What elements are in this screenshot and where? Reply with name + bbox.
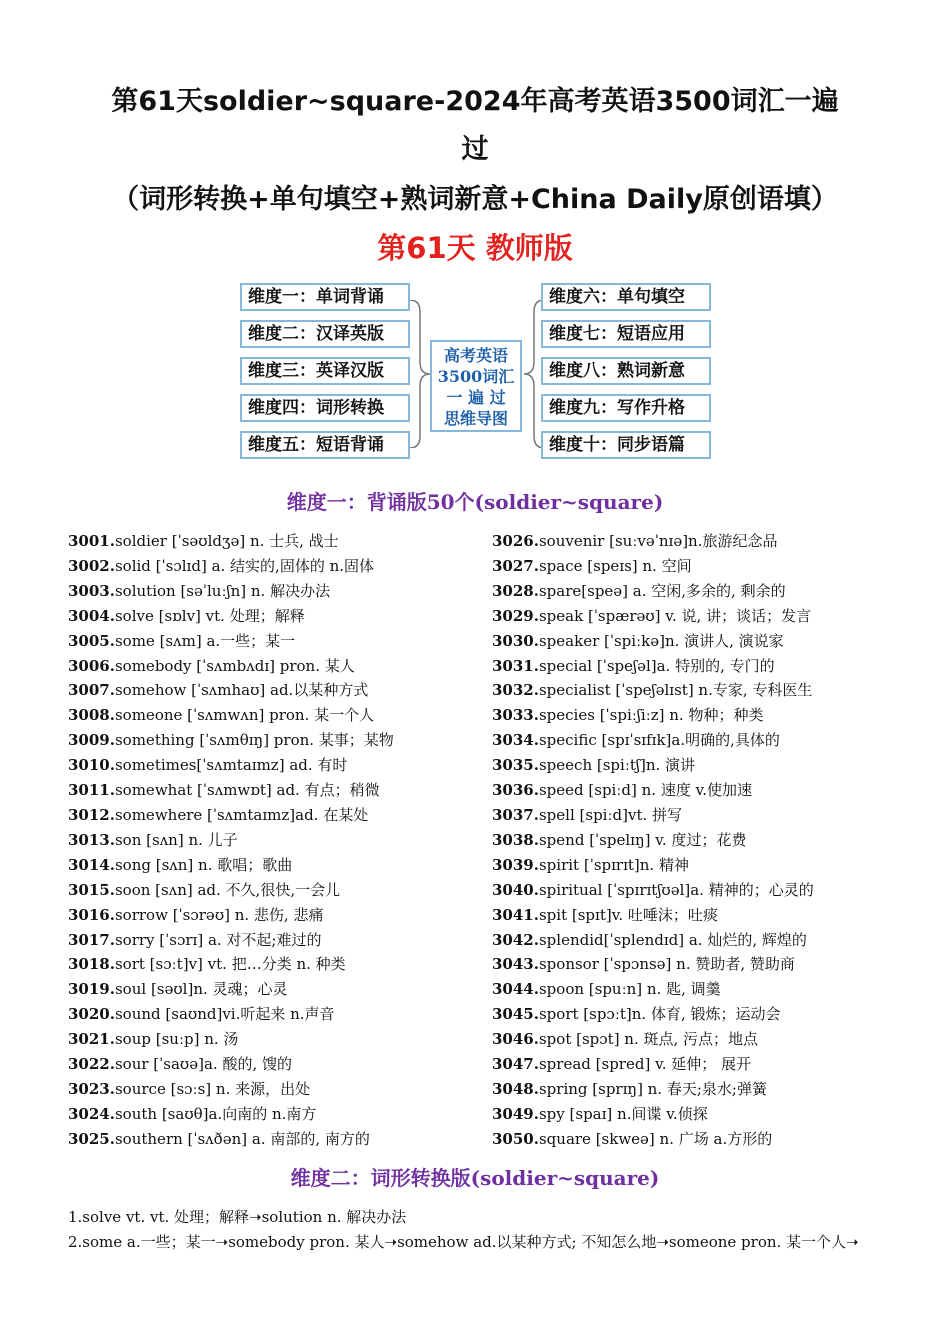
word-entry: [68, 1127, 498, 1152]
word-entry: [492, 1027, 922, 1052]
word-number: 3004.: [68, 606, 115, 625]
word-entry: [68, 678, 498, 703]
word-entry: [492, 928, 922, 953]
word-definition: sound [saʊnd]vi.听起来 n.声音: [114, 1005, 335, 1024]
word-number: 3022.: [68, 1055, 115, 1074]
word-entry: [492, 853, 922, 878]
word-definition: somebody [ˈsʌmbʌdɪ] pron. 某人: [114, 656, 355, 675]
word-definition: song [sʌn] n. 歌唱；歌曲: [114, 855, 293, 874]
word-number: 3037.: [492, 805, 539, 824]
word-definition: sponsor [ˈspɔnsə] n. 赞助者, 赞助商: [538, 955, 795, 974]
word-entry: [68, 604, 498, 629]
word-definition: source [sɔːs] n. 来源，出处: [114, 1079, 311, 1098]
mindmap-left-item: 维度四：词形转换: [240, 394, 410, 422]
word-entry: [68, 778, 498, 803]
word-number: 3020.: [68, 1005, 115, 1024]
word-number: 3013.: [68, 830, 115, 849]
edition-title: 第61天 教师版: [377, 231, 573, 265]
word-number: 3019.: [68, 980, 115, 999]
word-definition: spell [spiːd]vt. 拼写: [538, 805, 683, 824]
word-definition: someone [ˈsʌmwʌn] pron. 某一个人: [114, 706, 375, 725]
word-entry: [492, 678, 922, 703]
word-definition: soon [sʌn] ad. 不久,很快,一会儿: [114, 880, 341, 899]
word-definition: south [saʊθ]a.向南的 n.南方: [114, 1104, 317, 1123]
word-number: 3030.: [492, 631, 539, 650]
word-number: 3035.: [492, 756, 539, 775]
mindmap-left-item: 维度三：英译汉版: [240, 357, 410, 385]
word-number: 3001.: [68, 532, 115, 550]
word-definition: speed [spiːd] n. 速度 v.使加速: [538, 781, 753, 800]
word-number: 3033.: [492, 706, 539, 725]
center-line: 思维导图: [443, 409, 508, 428]
word-entry: [68, 803, 498, 828]
word-definition: soup [suːp] n. 汤: [114, 1030, 239, 1049]
word-entry: [68, 977, 498, 1002]
word-entry: [68, 753, 498, 778]
word-entry: [492, 1102, 922, 1127]
word-number: 3018.: [68, 955, 115, 974]
word-definition: spy [spaɪ] n.间谍 v.侦探: [538, 1104, 708, 1123]
word-definition: son [sʌn] n. 儿子: [114, 830, 238, 849]
word-number: 3016.: [68, 905, 115, 924]
word-definition: sour [ˈsaʊə]a. 酸的, 馊的: [114, 1055, 292, 1074]
word-entry: [492, 903, 922, 928]
word-definition: somewhat [ˈsʌmwɒt] ad. 有点；稍微: [114, 781, 380, 800]
word-entry: [68, 1102, 498, 1127]
word-entry: [68, 654, 498, 679]
word-definition: solve [sɒlv] vt. 处理；解释: [114, 606, 305, 625]
word-entry: [68, 853, 498, 878]
word-number: 3026.: [492, 532, 539, 550]
word-number: 3023.: [68, 1079, 115, 1098]
word-number: 3014.: [68, 855, 115, 874]
word-entry: [68, 1002, 498, 1027]
section-heading-word-forms: 维度二：词形转换版(soldier~square): [290, 1166, 660, 1190]
word-number: 3040.: [492, 880, 539, 899]
word-number: 3050.: [492, 1129, 539, 1148]
word-entry: [492, 977, 922, 1002]
word-number: 3007.: [68, 681, 115, 700]
word-number: 3005.: [68, 631, 115, 650]
word-number: 3027.: [492, 556, 539, 575]
word-definition: spiritual [ˈspɪrɪtʃʊəl]a. 精神的；心灵的: [538, 880, 814, 899]
word-number: 3049.: [492, 1104, 539, 1123]
word-definition: splendid[ˈsplendɪd] a. 灿烂的, 辉煌的: [538, 930, 807, 949]
document-subtitle: （词形转换+单句填空+熟词新意+China Daily原创语填）: [112, 184, 838, 215]
document-title-line-1: 第61天soldier~square-2024年高考英语3500词汇一遍: [111, 86, 839, 117]
section-heading-recitation: 维度一：背诵版50个(soldier~square): [286, 490, 664, 514]
word-number: 3032.: [492, 681, 539, 700]
word-definition: specific [spɪˈsɪfɪk]a.明确的,具体的: [538, 731, 780, 750]
word-definition: sometimes[ˈsʌmtaɪmz] ad. 有时: [114, 756, 348, 775]
word-number: 3010.: [68, 756, 115, 775]
word-entry: [68, 903, 498, 928]
mindmap-right-item: 维度七：短语应用: [541, 320, 711, 348]
mindmap-right-item: 维度九：写作升格: [541, 394, 711, 422]
word-entry: [492, 878, 922, 903]
word-entry: [492, 703, 922, 728]
word-entry: [492, 529, 922, 554]
word-list-left: [68, 529, 498, 1152]
word-number: 3041.: [492, 905, 539, 924]
word-number: 3024.: [68, 1104, 115, 1123]
word-number: 3009.: [68, 731, 115, 750]
word-entry: [492, 629, 922, 654]
word-entry: [68, 878, 498, 903]
document-title-line-2: 过: [461, 134, 489, 165]
word-definition: spirit [ˈspɪrɪt]n. 精神: [538, 855, 689, 874]
word-definition: special [ˈspeʃəl]a. 特别的, 专门的: [538, 656, 775, 675]
word-number: 3039.: [492, 855, 539, 874]
word-definition: southern [ˈsʌðən] a. 南部的, 南方的: [114, 1129, 370, 1148]
word-number: 3008.: [68, 706, 115, 725]
word-number: 3046.: [492, 1030, 539, 1049]
word-definition: some [sʌm] a.一些；某一: [114, 631, 296, 650]
word-number: 3002.: [68, 556, 115, 575]
word-number: 3038.: [492, 830, 539, 849]
word-entry: [492, 579, 922, 604]
word-entry: [492, 1052, 922, 1077]
word-number: 3031.: [492, 656, 539, 675]
word-definition: spend [ˈspelɪŋ] v. 度过；花费: [538, 830, 747, 849]
center-line: 高考英语: [443, 346, 508, 365]
mindmap-left-item: 维度一：单词背诵: [240, 283, 410, 311]
word-definition: solution [səˈluːʃn] n. 解决办法: [114, 581, 331, 600]
word-entry: [492, 828, 922, 853]
word-entry: [492, 654, 922, 679]
mindmap-left-item: 维度五：短语背诵: [240, 431, 410, 459]
word-number: 3012.: [68, 805, 115, 824]
word-entry: [492, 952, 922, 977]
word-number: 3044.: [492, 980, 539, 999]
mindmap-right-item: 维度八：熟词新意: [541, 357, 711, 385]
word-entry: [68, 579, 498, 604]
word-definition: spit [spɪt]v. 吐唾沫；吐痰: [538, 905, 718, 924]
word-definition: square [skweə] n. 广场 a.方形的: [538, 1129, 773, 1148]
word-definition: specialist [ˈspeʃəlɪst] n.专家, 专科医生: [538, 681, 813, 700]
word-definition: species [ˈspiːʃiːz] n. 物种；种类: [538, 706, 764, 725]
mindmap-right-item: 维度十：同步语篇: [541, 431, 711, 459]
word-number: 3021.: [68, 1030, 115, 1049]
word-entry: [68, 728, 498, 753]
word-definition: sorrow [ˈsɔrəʊ] n. 悲伤, 悲痛: [114, 905, 324, 924]
word-entry: [492, 1002, 922, 1027]
word-definition: spoon [spuːn] n. 匙, 调羹: [538, 980, 721, 999]
center-line: 一 遍 过: [446, 388, 506, 407]
word-definition: souvenir [suːvəˈnɪə]n.旅游纪念品: [538, 532, 778, 550]
word-entry: [68, 1052, 498, 1077]
mindmap-center-node: [430, 340, 522, 432]
word-number: 3006.: [68, 656, 115, 675]
word-entry: [492, 753, 922, 778]
word-definition: sort [sɔːt]v] vt. 把…分类 n. 种类: [114, 955, 346, 974]
word-definition: spread [spred] v. 延伸； 展开: [538, 1055, 752, 1074]
word-number: 3045.: [492, 1005, 539, 1024]
word-definition: soldier [ˈsəʊldʒə] n. 士兵, 战士: [114, 532, 339, 550]
word-number: 3028.: [492, 581, 539, 600]
word-number: 3011.: [68, 781, 115, 800]
word-definition: soul [səʊl]n. 灵魂；心灵: [114, 980, 288, 999]
word-entry: [492, 1127, 922, 1152]
word-entry: [68, 828, 498, 853]
word-definition: solid [ˈsɔlɪd] a. 结实的,固体的 n.固体: [114, 556, 375, 575]
word-number: 3017.: [68, 930, 115, 949]
mind-map: [0, 280, 950, 465]
word-entry: [68, 529, 498, 554]
conversion-item: 2.some a.一些；某一➝somebody pron. 某人➝somehow ad.以某种方式; 不知怎么地➝someone pron. 某一个人➝: [68, 1233, 859, 1251]
word-definition: speak [ˈspærəʊ] v. 说, 讲；谈话；发言: [538, 606, 812, 625]
conversion-item: 1.solve vt. vt. 处理；解释➝solution n. 解决办法: [68, 1208, 407, 1226]
word-entry: [68, 554, 498, 579]
word-definition: space [speɪs] n. 空间: [538, 556, 692, 575]
word-definition: something [ˈsʌmθɪŋ] pron. 某事；某物: [114, 731, 394, 750]
word-entry: [492, 778, 922, 803]
word-entry: [68, 952, 498, 977]
word-entry: [68, 703, 498, 728]
word-number: 3036.: [492, 781, 539, 800]
center-line: 3500词汇: [437, 367, 515, 386]
word-definition: sorry [ˈsɔrɪ] a. 对不起;难过的: [114, 930, 322, 949]
word-number: 3047.: [492, 1055, 539, 1074]
word-list-right: [492, 529, 922, 1152]
word-definition: spring [sprɪŋ] n. 春天;泉水;弹簧: [538, 1079, 767, 1098]
word-definition: speaker [ˈspiːkə]n. 演讲人, 演说家: [538, 631, 784, 650]
word-entry: [492, 1077, 922, 1102]
word-definition: somewhere [ˈsʌmtaɪmz]ad. 在某处: [114, 805, 369, 824]
word-number: 3034.: [492, 731, 539, 750]
word-definition: spot [spɔt] n. 斑点, 污点；地点: [538, 1030, 759, 1049]
word-entry: [492, 803, 922, 828]
word-entry: [492, 728, 922, 753]
mindmap-left-item: 维度二：汉译英版: [240, 320, 410, 348]
word-number: 3015.: [68, 880, 115, 899]
mindmap-right-item: 维度六：单句填空: [541, 283, 711, 311]
word-entry: [68, 629, 498, 654]
word-definition: speech [spiːtʃ]n. 演讲: [538, 756, 696, 775]
word-definition: spare[speə] a. 空闲,多余的, 剩余的: [538, 581, 786, 600]
word-definition: sport [spɔːt]n. 体育, 锻炼；运动会: [538, 1005, 781, 1024]
word-number: 3042.: [492, 930, 539, 949]
word-definition: somehow [ˈsʌmhaʊ] ad.以某种方式: [114, 681, 369, 700]
word-entry: [492, 554, 922, 579]
word-number: 3025.: [68, 1129, 115, 1148]
word-number: 3048.: [492, 1079, 539, 1098]
word-number: 3029.: [492, 606, 539, 625]
word-number: 3003.: [68, 581, 115, 600]
word-entry: [68, 928, 498, 953]
word-entry: [492, 604, 922, 629]
word-entry: [68, 1077, 498, 1102]
word-entry: [68, 1027, 498, 1052]
word-number: 3043.: [492, 955, 539, 974]
